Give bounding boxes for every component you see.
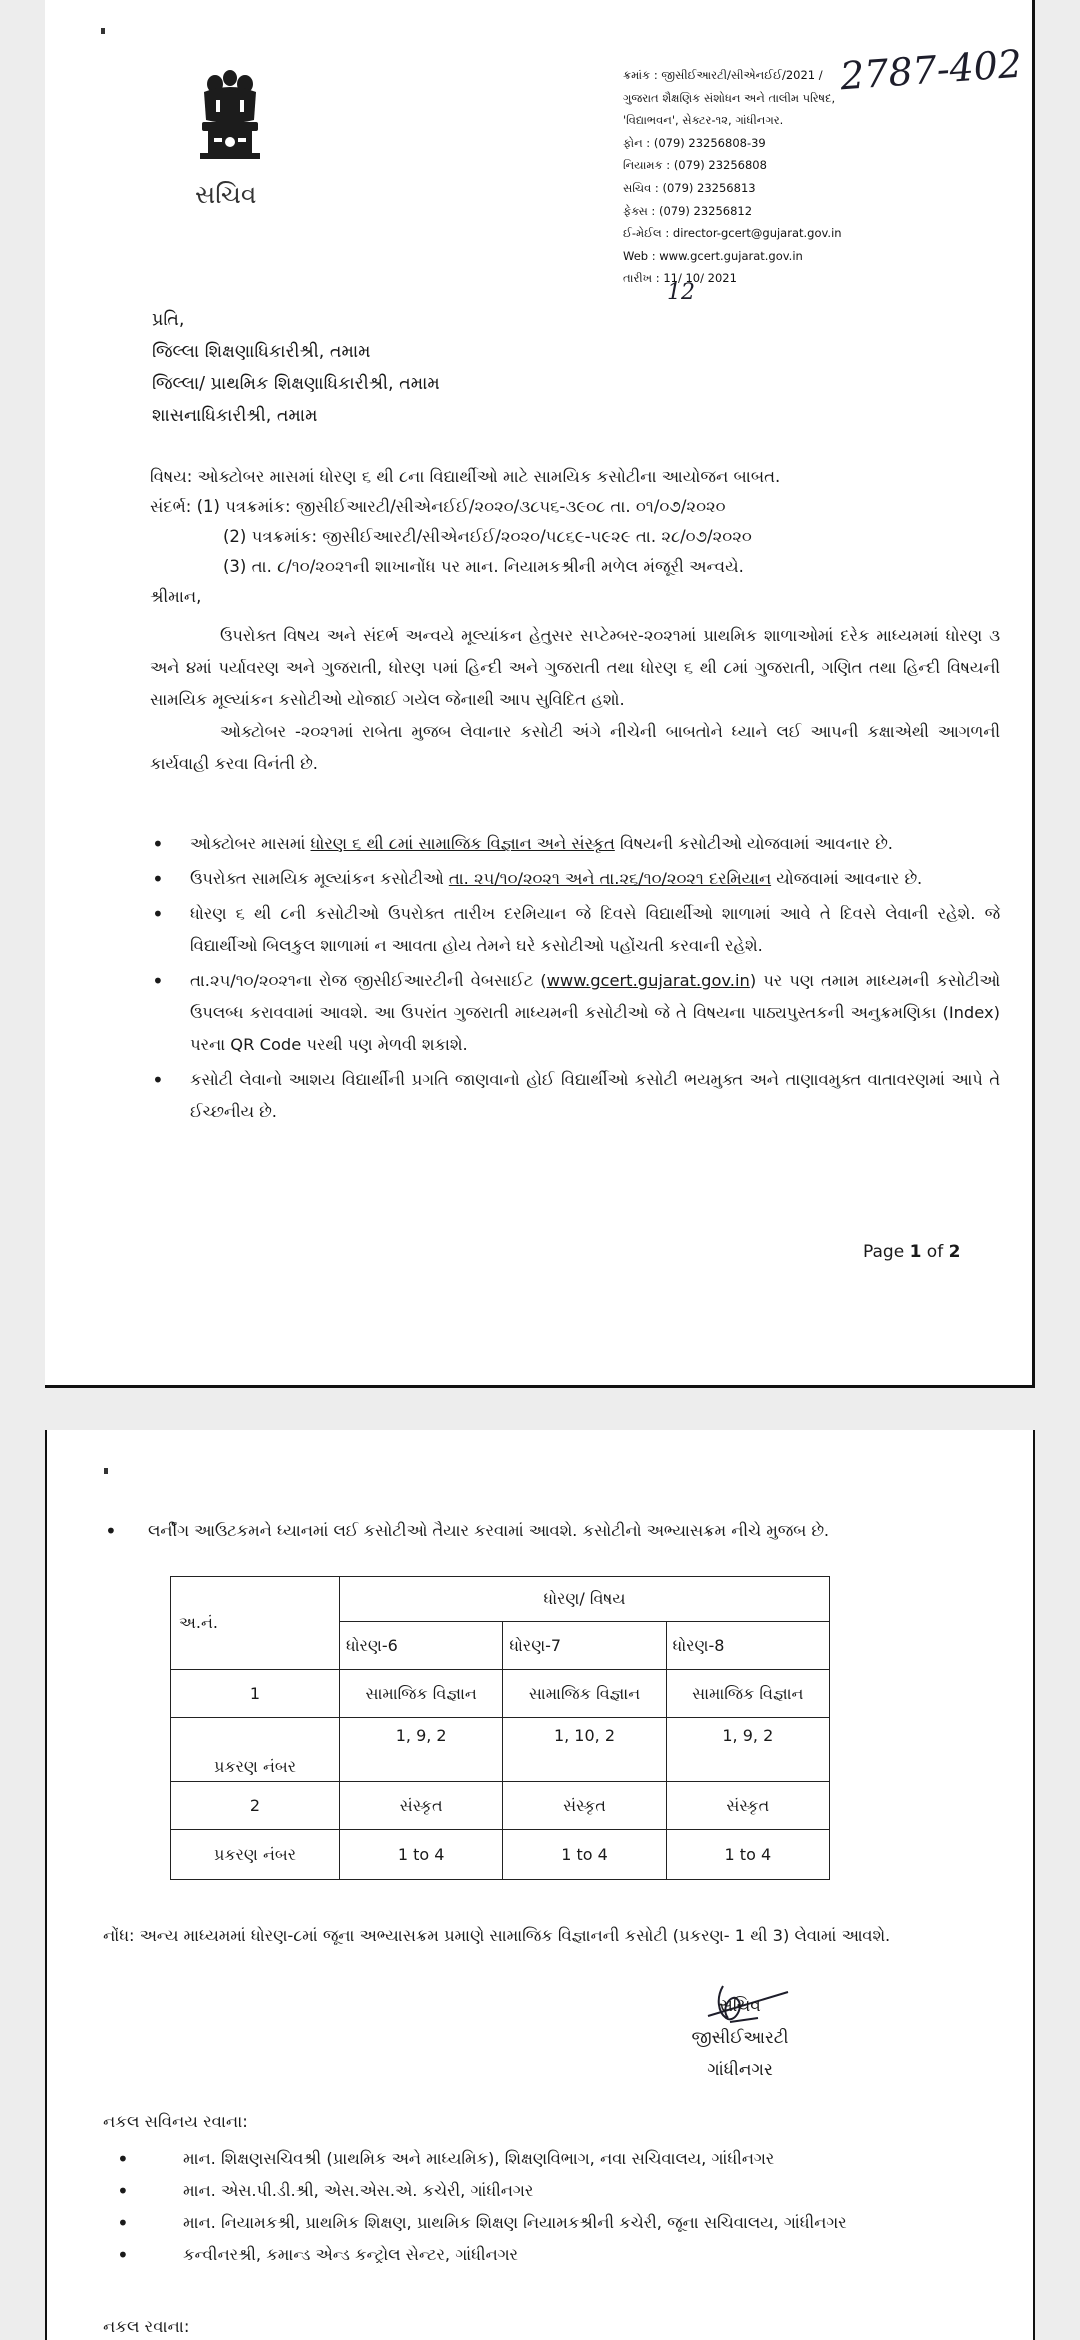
sign-org: જીસીઈઆરટી <box>691 2028 789 2048</box>
note-paragraph <box>103 1919 963 1953</box>
paragraph: ઓક્ટોબર -૨૦૨૧માં રાબેતા મુજબ લેવાનાર કસોટી અંગે નીચેની બાબતોને ધ્યાને લઈ આપની કક્ષાએથી આગળની કાર્યવાહી કરવા વિનંતી છે. <box>150 722 1000 773</box>
table-cell: 1 to 4 <box>340 1830 503 1880</box>
table-header-grade: ધોરણ-7 <box>503 1622 666 1670</box>
address-line: જિલ્લા/ પ્રાથમિક શિક્ષણાધિકારીશ્રી, તમામ <box>152 374 440 394</box>
bullet-list <box>103 1515 953 1547</box>
table-cell: 1, 9, 2 <box>666 1718 829 1782</box>
bullet-list <box>150 828 1000 1131</box>
copy-list <box>115 2143 955 2271</box>
table-cell: સંસ્કૃત <box>340 1782 503 1830</box>
text: of <box>921 1242 949 1262</box>
website: Web : www.gcert.gujarat.gov.in <box>623 248 803 263</box>
website-link[interactable]: www.gcert.gujarat.gov.in <box>546 971 750 990</box>
syllabus-table <box>170 1576 830 1880</box>
paragraph: ઉપરોક્ત વિષય અને સંદર્ભ અન્વયે મૂલ્યાંકન હેતુસર સપ્ટેમ્બર-૨૦૨૧માં પ્રાથમિક શાળાઓમાં દરેક માધ્યમમાં ધોરણ ૩ અને ૪માં પર્યાવરણ અને ગુજરાતી, ધોરણ ૫માં હિન્દી અને ગુજરાતી તથા ધોરણ ૬ થી ૮માં ગુજરાતી, ગણિત તથા હિન્દી વિષયની સામયિક મૂલ્યાંકન કસોટીઓ યોજાઈ ગયેલ જેનાથી આપ સુવિદિત હશો. <box>150 626 1000 709</box>
text: ઓક્ટોબર માસમાં <box>190 834 311 853</box>
subject-line: વિષય: ઓક્ટોબર માસમાં ધોરણ ૬ થી ૮ના વિદ્યાર્થીઓ માટે સામયિક કસોટીના આયોજન બાબત. <box>150 467 781 486</box>
underlined-text: ધોરણ ૬ થી ૮માં સામાજિક વિજ્ઞાન અને સંસ્કૃત <box>310 834 615 853</box>
page-number <box>863 1242 960 1262</box>
copy-title-2: નકલ રવાના: <box>103 2317 190 2336</box>
list-item: • કન્વીનરશ્રી, કમાન્ડ એન્ડ કન્ટ્રોલ સેન્ટર, ગાંધીનગર <box>115 2239 955 2271</box>
table-header-grade: ધોરણ-8 <box>666 1622 829 1670</box>
list-item: • માન. નિયામકશ્રી, પ્રાથમિક શિક્ષણ, પ્રાથમિક શિક્ષણ નિયામકશ્રીની કચેરી, જૂના સચિવાલય, ગાંધીનગર <box>115 2207 955 2239</box>
table-cell: સામાજિક વિજ્ઞાન <box>503 1670 666 1718</box>
table-row <box>171 1782 830 1830</box>
reference-line: (3) તા. ૮/૧૦/૨૦૨૧ની શાખાનોંધ પર માન. નિયામકશ્રીની મળેલ મંજૂરી અન્વયે. <box>223 557 744 576</box>
table-row <box>171 1670 830 1718</box>
list-item: • કસોટી લેવાનો આશય વિદ્યાર્થીની પ્રગતિ જાણવાનો હોઈ વિદ્યાર્થીઓ કસોટી ભયમુક્ત અને તાણાવમુક્ત વાતાવરણમાં આપે તે ઈચ્છનીય છે. <box>150 1064 1000 1128</box>
table-cell: 2 <box>171 1782 340 1830</box>
signature-block <box>640 1990 840 2086</box>
table-cell: પ્રકરણ નંબર <box>171 1718 340 1782</box>
note-text: નોંધ: અન્ય માધ્યમમાં ધોરણ-૮માં જૂના અભ્યાસક્રમ પ્રમાણે સામાજિક વિજ્ઞાનની કસોટી (પ્રકરણ- 1 થી 3) લેવામાં આવશે. <box>103 1926 891 1945</box>
table-header-group: ધોરણ/ વિષય <box>340 1577 830 1622</box>
table-header-sr: અ.નં. <box>171 1577 340 1670</box>
total-pages: 2 <box>948 1242 961 1262</box>
address-line: જિલ્લા શિક્ષણાધિકારીશ્રી, તમામ <box>152 342 371 362</box>
letter-body <box>150 620 1000 780</box>
text: Page <box>863 1242 910 1262</box>
list-item: • માન. એસ.પી.ડી.શ્રી, એસ.એસ.એ. કચેરી, ગાંધીનગર <box>115 2175 955 2207</box>
list-item: • માન. શિક્ષણસચિવશ્રી (પ્રાથમિક અને માધ્યમિક), શિક્ષણવિભાગ, નવા સચિવાલય, ગાંધીનગર <box>115 2143 955 2175</box>
email: ઈ-મેઈલ : director-gcert@gujarat.gov.in <box>623 226 842 241</box>
list-item: • ધોરણ ૬ થી ૮ની કસોટીઓ ઉપરોક્ત તારીખ દરમિયાન જે દિવસે વિદ્યાર્થીઓ શાળામાં આવે તે દિવસે લેવાની રહેશે. જે વિદ્યાર્થીઓ બિલકુલ શાળામાં ન આવતા હોય તેમને ઘરે કસોટીઓ પહોંચતી કરવાની રહેશે. <box>150 898 1000 962</box>
sign-city: ગાંધીનગર <box>707 2060 773 2080</box>
table-cell: 1, 9, 2 <box>340 1718 503 1782</box>
salutation: શ્રીમાન, <box>150 587 202 606</box>
text: તા.૨૫/૧૦/૨૦૨૧ના રોજ જીસીઈઆરટીની વેબસાઈટ ( <box>190 971 547 990</box>
list-item: • લર્નીંગ આઉટકમને ધ્યાનમાં લઈ કસોટીઓ તૈયાર કરવામાં આવશે. કસોટીનો અભ્યાસક્રમ નીચે મુજબ છે. <box>103 1515 953 1547</box>
list-item <box>150 863 1000 895</box>
text: ) પર પણ તમામ માધ્યમની કસોટીઓ ઉપલબ્ધ કરાવવામાં આવશે. આ ઉપરાંત ગુજરાતી માધ્યમની કસોટીઓ જે તે વિષયના પાઠ્યપુસ્તકની અનુક્રમણિકા (Index) પરના QR Code પરથી પણ મેળવી શકાશે. <box>190 971 1000 1054</box>
table-cell: 1 to 4 <box>503 1830 666 1880</box>
date: તારીખ : 11/ 10/ 2021 <box>623 271 737 286</box>
handwritten-date-mark: 12 <box>667 280 695 305</box>
director-phone: નિયામક : (079) 23256808 <box>623 158 767 173</box>
table-cell: 1, 10, 2 <box>503 1718 666 1782</box>
reference-line: (2) પત્રક્રમાંક: જીસીઈઆરટી/સીએનઈઈ/૨૦૨૦/૫૮૬૯-૫૯૨૯ તા. ૨૮/૦૭/૨૦૨૦ <box>223 527 752 546</box>
office-contact-block <box>623 64 842 290</box>
address-line: પ્રતિ, <box>152 310 185 330</box>
subject-block <box>150 462 780 612</box>
reference-line: સંદર્ભ: (1) પત્રક્રમાંક: જીસીઈઆરટી/સીએનઈઈ/૨૦૨૦/૩૮૫૬-૩૯૦૮ તા. ૦૧/૦૭/૨૦૨૦ <box>150 497 726 516</box>
list-item <box>150 965 1000 1061</box>
speck <box>101 28 105 34</box>
table-header-grade: ધોરણ-6 <box>340 1622 503 1670</box>
handwritten-number: 2787-402 <box>838 41 1024 99</box>
table-cell: 1 to 4 <box>666 1830 829 1880</box>
state-emblem-icon <box>190 68 270 168</box>
text: વિષયની કસોટીઓ યોજવામાં આવનાર છે. <box>614 834 893 853</box>
table-row <box>171 1718 830 1782</box>
letter-page-1 <box>45 0 1035 1388</box>
list-item <box>150 828 1000 860</box>
letter-number: ક્રમાંક : જીસીઈઆરટી/સીએનઈઈ/2021 / <box>623 68 823 82</box>
table-row <box>171 1830 830 1880</box>
table-cell: સંસ્કૃત <box>666 1782 829 1830</box>
secretary-phone: સચિવ : (079) 23256813 <box>623 180 756 195</box>
underlined-text: તા. ૨૫/૧૦/૨૦૨૧ અને તા.૨૬/૧૦/૨૦૨૧ દરમિયાન <box>448 869 772 888</box>
secretary-title: સચિવ <box>195 180 257 209</box>
sign-title: સચિવ <box>719 1996 761 2016</box>
fax: ફેક્સ : (079) 23256812 <box>623 203 753 218</box>
phone: ફોન : (079) 23256808-39 <box>623 135 766 150</box>
office-name: ગુજરાત શૈક્ષણિક સંશોધન અને તાલીમ પરિષદ, <box>623 90 836 105</box>
address-line: શાસનાધિકારીશ્રી, તમામ <box>152 406 318 426</box>
table-cell: સામાજિક વિજ્ઞાન <box>340 1670 503 1718</box>
table-cell: સંસ્કૃત <box>503 1782 666 1830</box>
text: યોજવામાં આવનાર છે. <box>771 869 923 888</box>
table-cell: 1 <box>171 1670 340 1718</box>
table-cell: પ્રકરણ નંબર <box>171 1830 340 1880</box>
speck <box>104 1468 108 1474</box>
current-page: 1 <box>909 1242 922 1262</box>
copy-title: નકલ સવિનય રવાના: <box>103 2112 248 2131</box>
table-cell: સામાજિક વિજ્ઞાન <box>666 1670 829 1718</box>
office-address: 'વિદ્યાભવન', સેક્ટર-૧૨, ગાંધીનગર. <box>623 113 784 128</box>
text: ઉપરોક્ત સામયિક મૂલ્યાંકન કસોટીઓ <box>190 869 449 888</box>
recipient-address <box>152 304 440 432</box>
